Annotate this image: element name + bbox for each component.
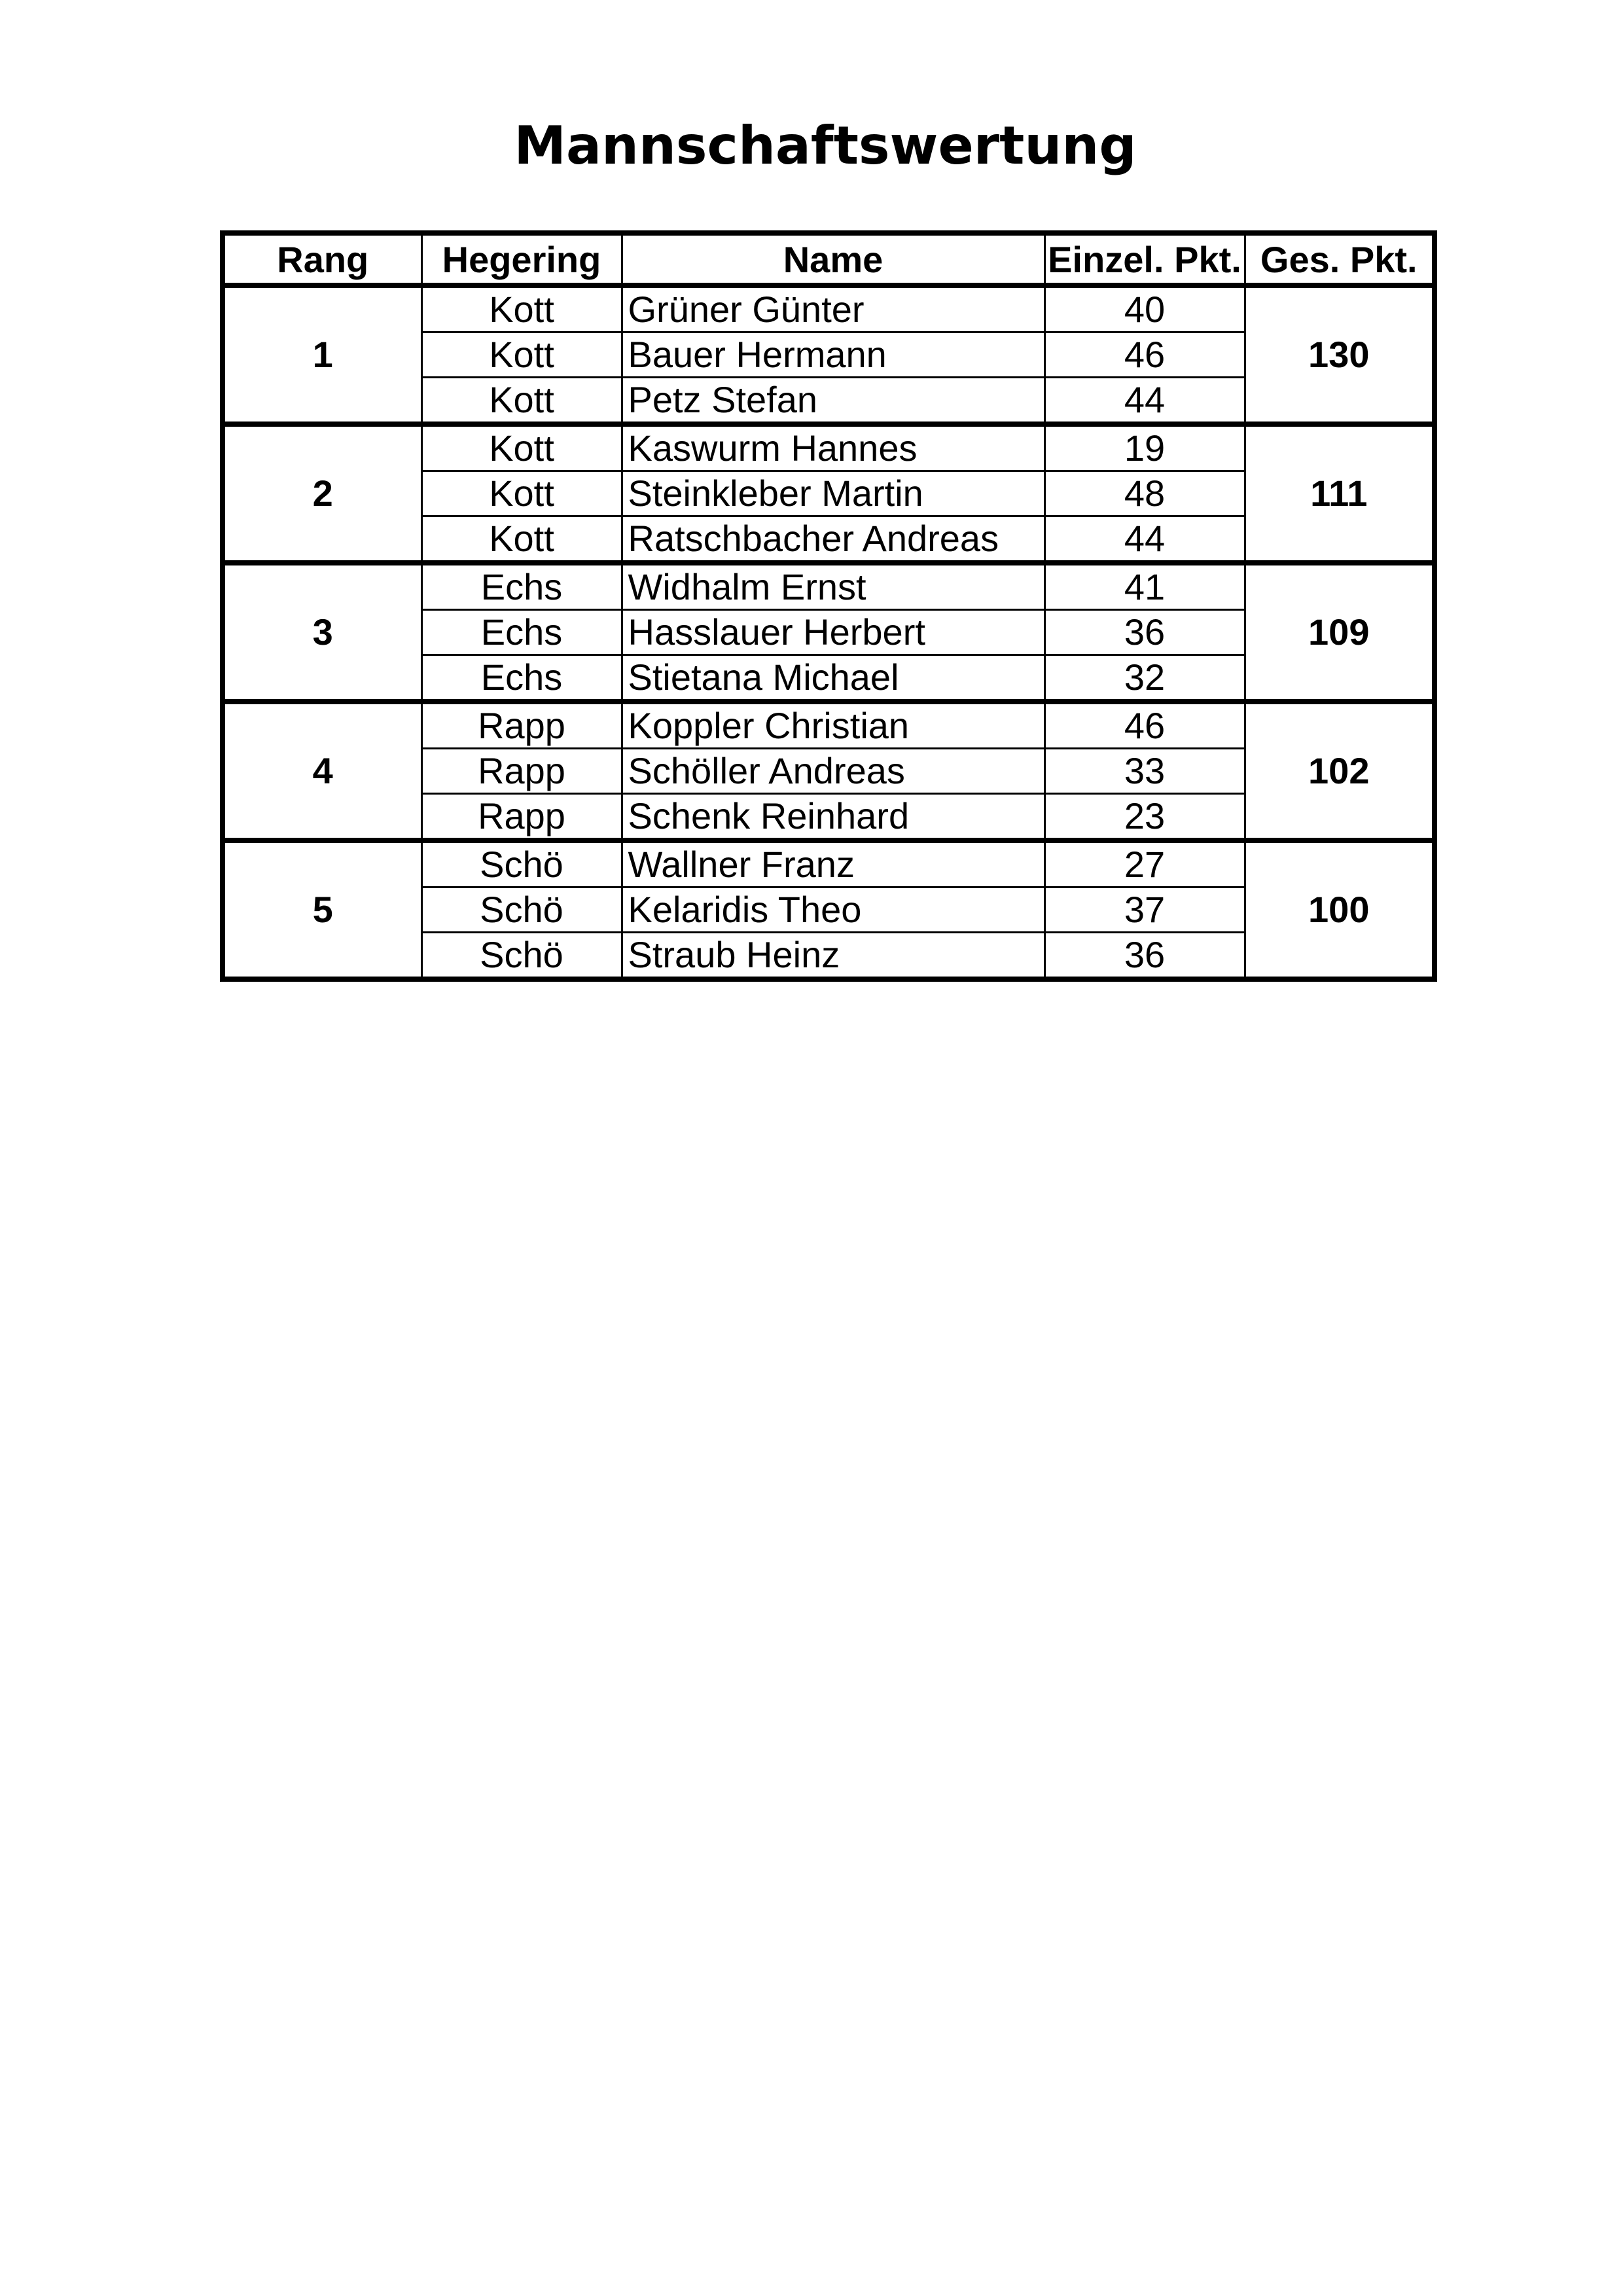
member-hegering: Rapp (421, 794, 622, 841)
member-points: 46 (1044, 702, 1245, 749)
team-group (223, 702, 1435, 840)
team-group (223, 563, 1435, 702)
member-name: Koppler Christian (622, 702, 1044, 749)
team-rank: 1 (223, 285, 421, 424)
member-points: 32 (1044, 655, 1245, 702)
table-row (223, 563, 1435, 610)
member-points: 23 (1044, 794, 1245, 841)
team-total: 102 (1245, 702, 1435, 840)
member-hegering: Schö (421, 933, 622, 980)
team-group (223, 285, 1435, 424)
member-points: 44 (1044, 516, 1245, 564)
member-name: Straub Heinz (622, 933, 1044, 980)
member-points: 48 (1044, 471, 1245, 516)
member-name: Widhalm Ernst (622, 563, 1044, 610)
member-points: 41 (1044, 563, 1245, 610)
member-hegering: Echs (421, 610, 622, 655)
table-row (223, 424, 1435, 471)
member-name: Bauer Hermann (622, 332, 1044, 378)
member-hegering: Schö (421, 888, 622, 933)
member-hegering: Kott (421, 378, 622, 425)
member-name: Petz Stefan (622, 378, 1044, 425)
member-name: Kelaridis Theo (622, 888, 1044, 933)
table-row (223, 702, 1435, 749)
member-points: 19 (1044, 424, 1245, 471)
member-hegering: Rapp (421, 749, 622, 794)
member-hegering: Kott (421, 285, 622, 332)
member-hegering: Echs (421, 563, 622, 610)
member-points: 46 (1044, 332, 1245, 378)
member-name: Schenk Reinhard (622, 794, 1044, 841)
member-points: 40 (1044, 285, 1245, 332)
team-group (223, 424, 1435, 563)
header-rank: Rang (223, 233, 421, 285)
member-name: Stietana Michael (622, 655, 1044, 702)
member-hegering: Rapp (421, 702, 622, 749)
page-title: Mannschaftswertung (514, 115, 1137, 176)
team-rank: 2 (223, 424, 421, 563)
team-total: 130 (1245, 285, 1435, 424)
team-total: 100 (1245, 840, 1435, 979)
member-points: 44 (1044, 378, 1245, 425)
member-hegering: Kott (421, 471, 622, 516)
header-hegering: Hegering (421, 233, 622, 285)
member-points: 36 (1044, 933, 1245, 980)
table-row (223, 285, 1435, 332)
member-points: 37 (1044, 888, 1245, 933)
team-rank: 3 (223, 563, 421, 702)
member-name: Kaswurm Hannes (622, 424, 1044, 471)
member-points: 33 (1044, 749, 1245, 794)
member-name: Grüner Günter (622, 285, 1044, 332)
member-name: Schöller Andreas (622, 749, 1044, 794)
member-hegering: Echs (421, 655, 622, 702)
header-row (223, 233, 1435, 285)
member-name: Wallner Franz (622, 840, 1044, 888)
member-name: Steinkleber Martin (622, 471, 1044, 516)
header-total-points: Ges. Pkt. (1245, 233, 1435, 285)
team-results-table (220, 230, 1437, 982)
team-total: 111 (1245, 424, 1435, 563)
team-rank: 4 (223, 702, 421, 840)
team-total: 109 (1245, 563, 1435, 702)
member-name: Ratschbacher Andreas (622, 516, 1044, 564)
member-hegering: Kott (421, 424, 622, 471)
member-hegering: Kott (421, 516, 622, 564)
member-points: 27 (1044, 840, 1245, 888)
table-row (223, 840, 1435, 888)
header-name: Name (622, 233, 1044, 285)
header-single-points: Einzel. Pkt. (1044, 233, 1245, 285)
member-hegering: Schö (421, 840, 622, 888)
member-points: 36 (1044, 610, 1245, 655)
team-group (223, 840, 1435, 979)
team-rank: 5 (223, 840, 421, 979)
member-name: Hasslauer Herbert (622, 610, 1044, 655)
member-hegering: Kott (421, 332, 622, 378)
